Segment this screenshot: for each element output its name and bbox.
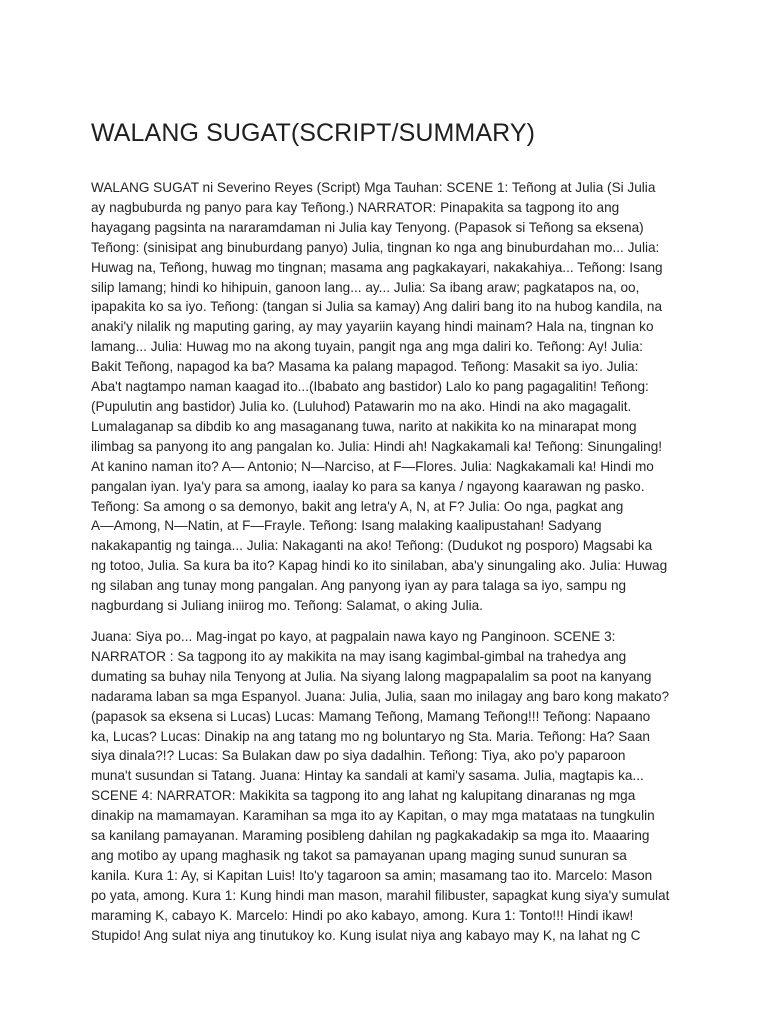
text-line: muna't susundan si Tatang. Juana: Hintay ka sandali at kami'y sasama. Julia, magtapis ka... [91, 768, 644, 784]
text-line: Bakit Teñong, napagod ka ba? Masama ka palang mapagod. Teñong: Masakit sa iyo. Julia: [91, 359, 639, 375]
text-line: hayagang pagsinta na nararamdaman ni Julia kay Tenyong. (Papasok si Teñong sa eksena) [91, 219, 644, 235]
text-line: dumating sa buhay nila Tenyong at Julia. Na siyang lalong magpapalalim sa poot na kanyang [91, 668, 652, 684]
text-line: WALANG SUGAT ni Severino Reyes (Script) Mga Tauhan: SCENE 1: Teñong at Julia (Si Julia [91, 180, 656, 195]
text-line: siya dinala?!? Lucas: Sa Bulakan daw po siya dadalhin. Teñong: Tiya, ako po'y paparoon [91, 748, 626, 764]
text-line: SCENE 4: NARRATOR: Makikita sa tagpong ito ang lahat ng kalupitang dinaranas ng mga [91, 788, 636, 804]
text-line: ng silaban ang tunay mong pangalan. Ang panyong iyan ay para talaga sa iyo, sampu ng [91, 578, 627, 594]
text-line: po yata, among. Kura 1: Kung hindi man mason, marahil filibuster, sapagkat kung siya'y sumulat [91, 887, 670, 903]
text-line: Huwag na, Teñong, huwag mo tingnan; masama ang pagkakayari, nakakahiya... Teñong: Isang [91, 259, 663, 275]
text-line: ang motibo ay upang maghasik ng takot sa pamayanan upang maging sunud sunuran sa [91, 847, 627, 863]
text-line: kanila. Kura 1: Ay, si Kapitan Luis! Ito'y tagaroon sa amin; masamang tao ito. Marcelo: Mason [91, 867, 653, 883]
paragraph-scene-1 [91, 178, 683, 616]
text-line: At kanino naman ito? A— Antonio; N—Narciso, at F—Flores. Julia: Nagkakamali ka! Hindi mo [91, 458, 654, 474]
text-line: Stupido! Ang sulat niya ang tinutukoy ko. Kung isulat niya ang kabayo may K, na lahat ng C [91, 927, 641, 943]
text-line: sa kanilang pamayanan. Maraming posibleng dahilan ng pagkakadakip sa mga ito. Maaaring [91, 828, 650, 844]
text-line: nagburdang si Juliang iniirog mo. Teñong: Salamat, o aking Julia. [91, 598, 483, 614]
text-line: (Pupulutin ang bastidor) Julia ko. (Luluhod) Patawarin mo na ako. Hindi na ako magagalit. [91, 398, 632, 414]
text-line: lamang... Julia: Huwag mo na akong tuyain, pangit nga ang mga daliri ko. Teñong: Ay! Julia: [91, 339, 643, 355]
text-line: Teñong: Sa among o sa demonyo, bakit ang letra'y A, N, at F? Julia: Oo nga, pagkat ang [91, 498, 624, 514]
text-line: A—Among, N—Natin, at F—Frayle. Teñong: Isang malaking kaalipustahan! Sadyang [91, 518, 602, 534]
text-line: nakakapantig ng tainga... Julia: Nakaganti na ako! Teñong: (Dudukot ng posporo) Magsabi ka [91, 538, 653, 554]
text-line: Teñong: (sinisipat ang binuburdang panyo) Julia, tingnan ko nga ang binuburdahan mo... Julia: [91, 239, 660, 255]
text-line: pangalan iyan. Iya'y para sa among, iaalay ko para sa kanya / ngayong kaarawan ng pasko. [91, 478, 645, 494]
text-line: nadarama laban sa mga Espanyol. Juana: Julia, Julia, saan mo inilagay ang baro kong makato? [91, 688, 670, 704]
document-title: WALANG SUGAT(SCRIPT/SUMMARY) [91, 119, 536, 147]
text-line: Aba't nagtampo naman kaagad ito...(Ibabato ang bastidor) Lalo ko pang pagagalitin! Teñong: [91, 379, 649, 395]
text-line: Lumalaganap sa dibdib ko ang masaganang tuwa, narito at nakikita ko na minarapat mong [91, 418, 637, 434]
text-line: NARRATOR : Sa tagpong ito ay makikita na may isang kagimbal-gimbal na trahedya ang [91, 648, 627, 664]
text-line: maraming K, cabayo K. Marcelo: Hindi po ako kabayo, among. Kura 1: Tonto!!! Hindi ikaw! [91, 907, 634, 923]
paragraph-scene-3-4 [91, 627, 683, 946]
text-line: dinakip na mamamayan. Karamihan sa mga ito ay Kapitan, o may mga matataas na tungkulin [91, 808, 655, 824]
text-line: silip lamang; hindi ko hihipuin, ganoon lang... ay... Julia: Sa ibang araw; pagkatapos na, oo, [91, 279, 640, 295]
text-line: ilimbag sa panyong ito ang pangalan ko. Julia: Hindi ah! Nagkakamali ka! Teñong: Sinungaling! [91, 438, 663, 454]
text-line: ng totoo, Julia. Sa kura ba ito? Kapag hindi ko ito sinilaban, aba'y sinungaling ako. Julia: Huwag [91, 558, 668, 574]
text-line: ipapakita ko sa iyo. Teñong: (tangan si Julia sa kamay) Ang daliri bang ito na hubog kandila, na [91, 299, 663, 315]
text-line: anaki'y nilalik ng maputing garing, ay may yayariin kayang hindi mainam? Hala na, tingnan ko [91, 319, 654, 335]
text-line: ka, Lucas? Lucas: Dinakip na ang tatang mo ng boluntaryo ng Sta. Maria. Teñong: Ha? Saan [91, 728, 650, 744]
text-line: ay nagbuburda ng panyo para kay Teñong.) NARRATOR: Pinapakita sa tagpong ito ang [91, 199, 620, 215]
text-line: Juana: Siya po... Mag-ingat po kayo, at pagpalain nawa kayo ng Panginoon. SCENE 3: [91, 629, 616, 644]
text-line: (papasok sa eksena si Lucas) Lucas: Mamang Teñong, Mamang Teñong!!! Teñong: Napaano [91, 708, 651, 724]
